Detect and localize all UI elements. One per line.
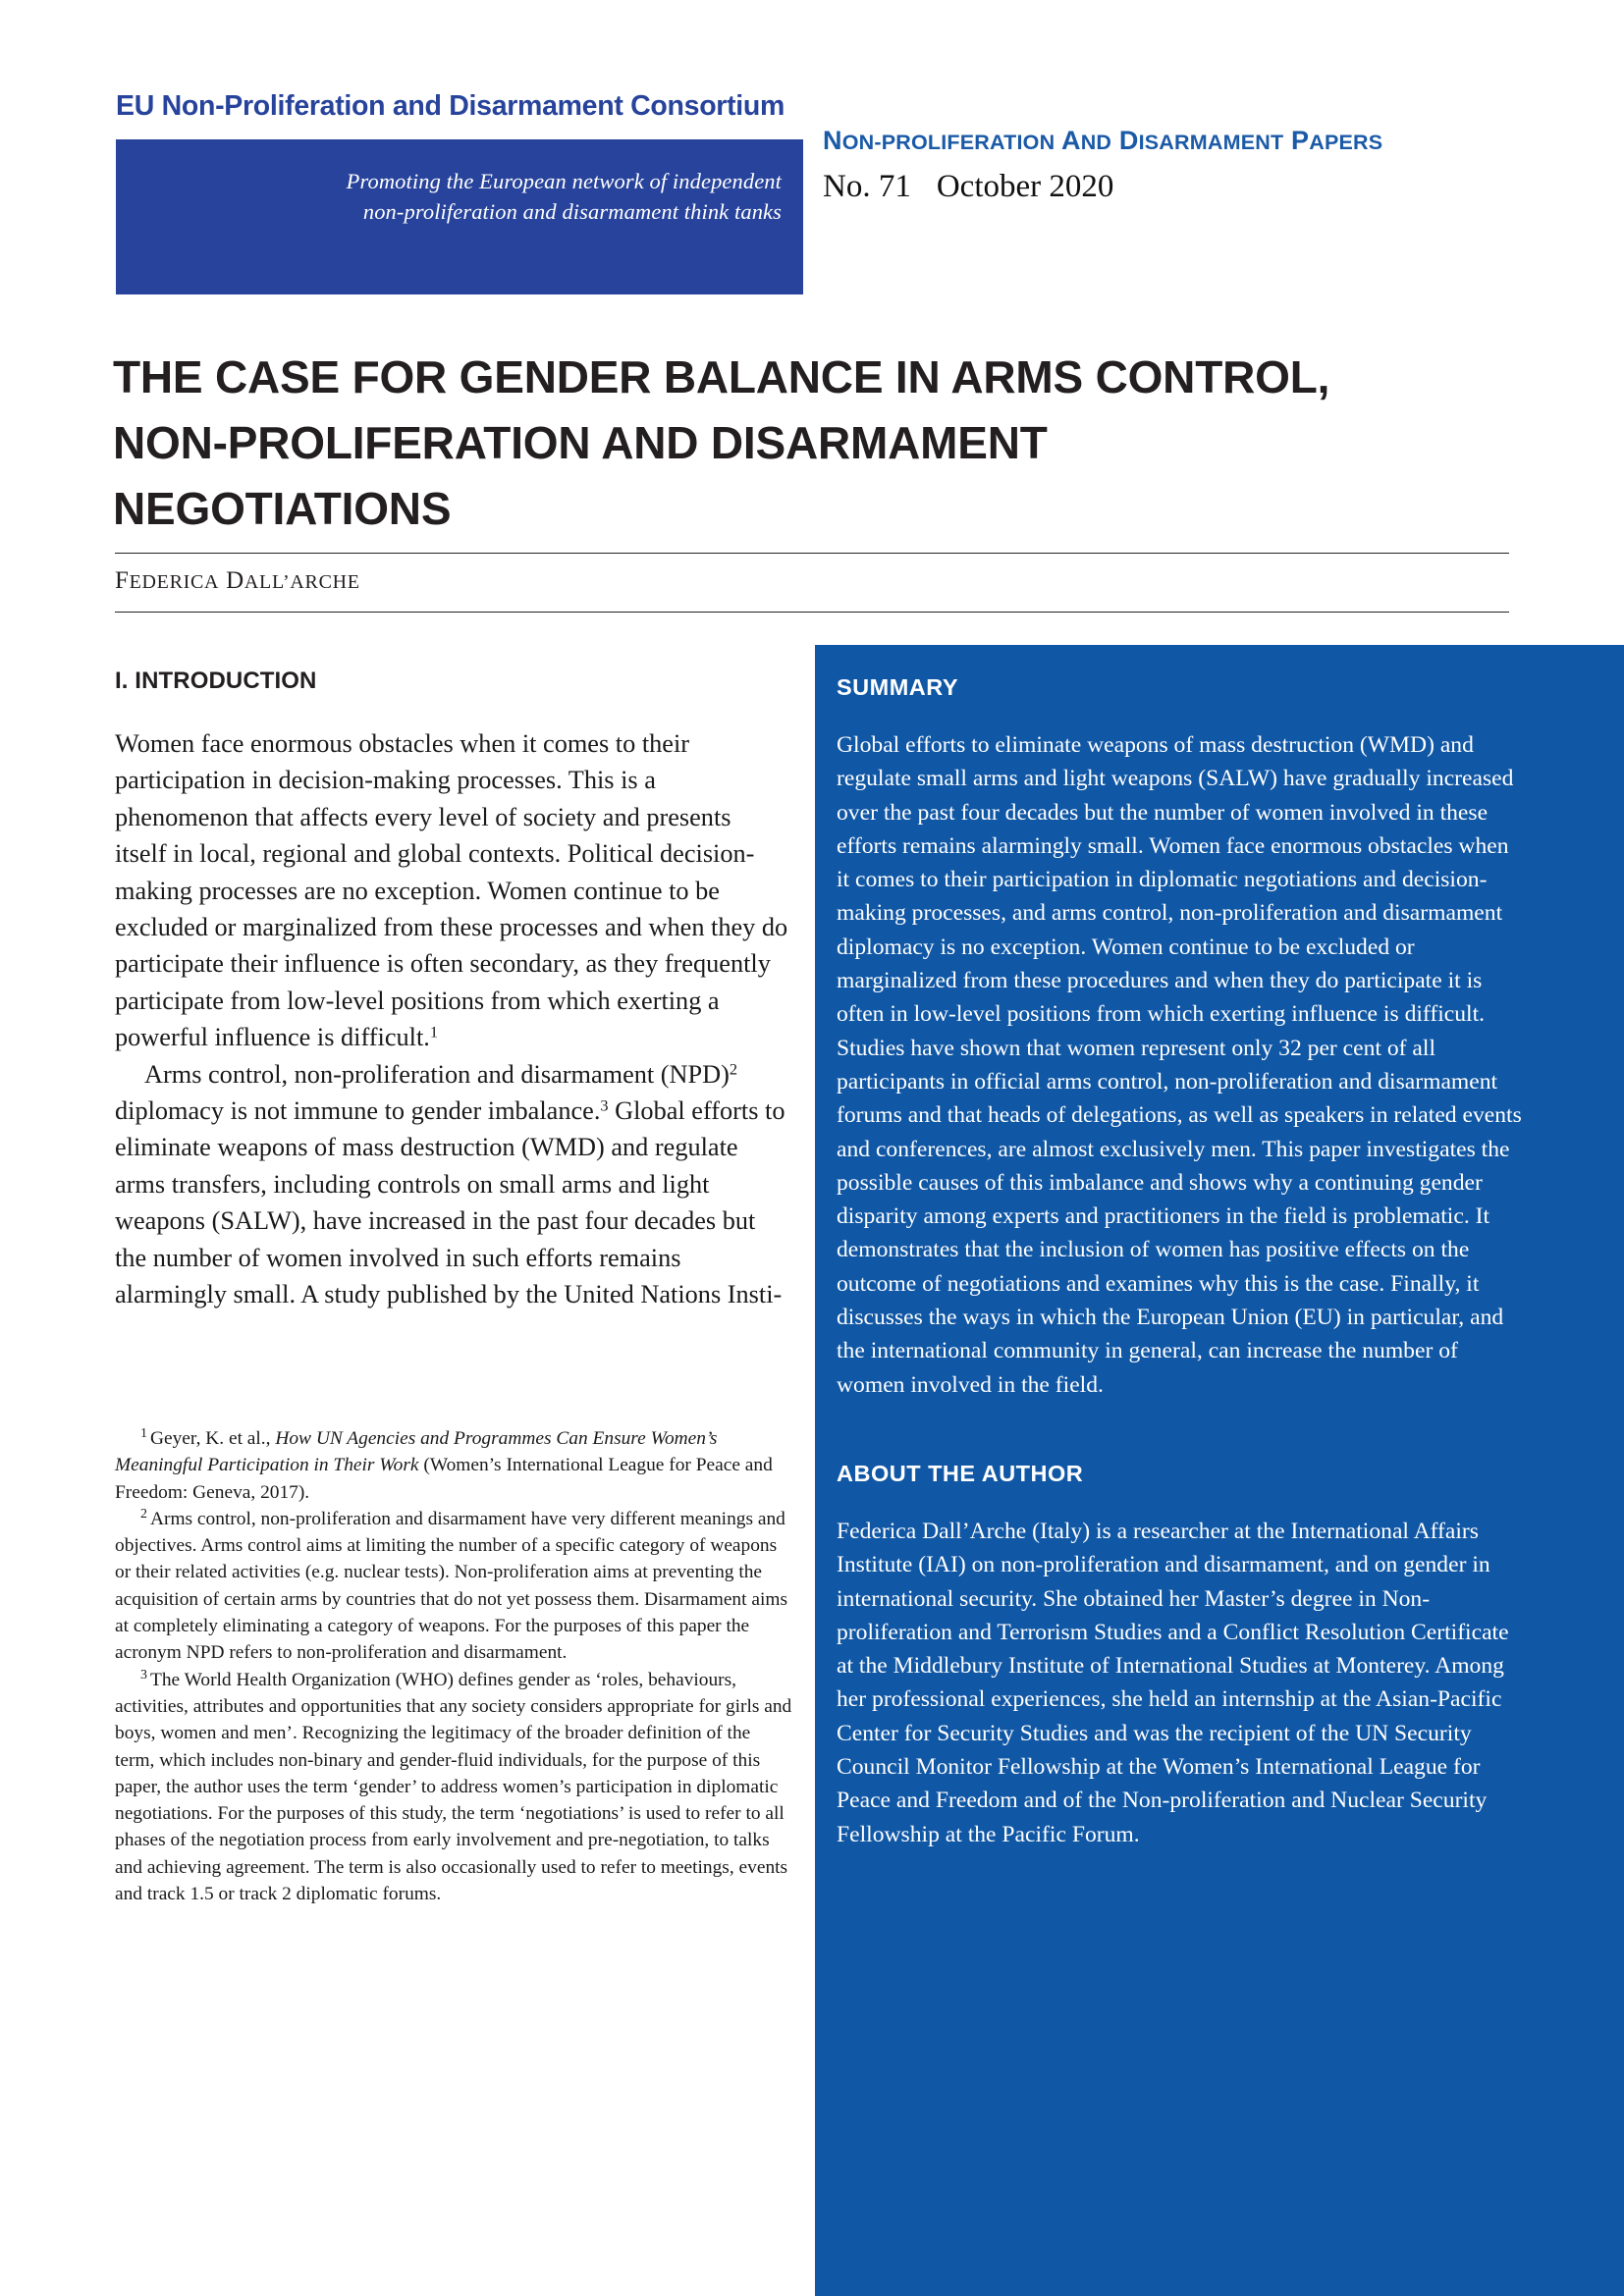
- intro-paragraph-2-text-c: Global efforts to eliminate weapons of mass destruction (WMD) and regulate arms transfers, including controls on small arms and light weapons (SALW), have increased in the past four decades but the number of women involved in such efforts remains alarmingly small. A study published by the United Nations Insti-: [115, 1096, 785, 1309]
- section-heading-introduction: I. INTRODUCTION: [115, 667, 317, 694]
- footnote-text-pre: Arms control, non-proliferation and disarmament have very different meanings and objectives. Arms control aims at limiting the number of a specific category of weapons or their related activities (e.g. nuclear tests). Non-proliferation aims at preventing the acquisition of certain arms by countries that do not yet possess them. Disarmament aims at completely eliminating a category of weapons. For the purposes of this paper the acronym NPD refers to non-proliferation and disarmament.: [115, 1508, 787, 1664]
- footnote-text-pre: The World Health Organization (WHO) defines gender as ‘roles, behaviours, activities, attributes and opportunities that any society considers appropriate for girls and boys, women and men’. Recognizing the legitimacy of the broader definition of the term, which includes non-binary and gender-fluid individuals, for the purpose of this paper, the author uses the term ‘gender’ to address women’s participation in diplomatic negotiations. For the purposes of this study, the term ‘negotiations’ is used to refer to all phases of the negotiation process from early involvement and pre-negotiation, to talks and achieving agreement. The term is also occasionally used to refer to meetings, events and track 1.5 or track 2 diplomatic forums.: [115, 1669, 792, 1905]
- footnote-text-post: (Women’s International League for Peace and Freedom: Geneva, 2017).: [115, 1455, 773, 1503]
- issue-number: No. 71: [823, 169, 911, 204]
- footnote-text-italic: How UN Agencies and Programmes Can Ensure Women’s Meaningful Participation in Their Work: [115, 1428, 718, 1476]
- summary-text: Global efforts to eliminate weapons of mass destruction (WMD) and regulate small arms and light weapons (SALW) have gradually increased over the past four decades but the number of women involved in these efforts remains alarmingly small. Women face enormous obstacles when it comes to their participation in diplomatic negotiations and decision-making processes, and arms control, non-proliferation and disarmament diplomacy is no exception. Women continue to be excluded or marginalized from these procedures and when they do participate it is often in low-level positions from which exerting influence is difficult. Studies have shown that women represent only 32 per cent of all participants in official arms control, non-proliferation and disarmament forums and that heads of delegations, as well as speakers in related events and conferences, are almost exclusively men. This paper investigates the possible causes of this imbalance and shows why a continuing gender disparity among experts and practitioners in the field is problematic. It demonstrates that the inclusion of women has positive effects on the outcome of negotiations and examines why this is the case. Finally, it discusses the ways in which the European Union (EU) in particular, and the international community in general, can increase the number of women involved in the field.: [837, 732, 1522, 1398]
- footnote-item: [115, 1506, 792, 1667]
- tagline-line-2: non-proliferation and disarmament think tanks: [362, 199, 782, 224]
- issue-date: October 2020: [936, 169, 1114, 204]
- tagline: [347, 166, 782, 227]
- intro-paragraph-2-text-b: diplomacy is not immune to gender imbalance.: [115, 1096, 601, 1126]
- footnote-ref-3[interactable]: 3: [600, 1095, 609, 1115]
- footnote-marker: 1: [140, 1426, 147, 1442]
- footnote-text-pre: Geyer, K. et al.,: [149, 1428, 276, 1449]
- sidebar-heading-summary: SUMMARY: [837, 674, 959, 700]
- tagline-line-1: Promoting the European network of independent: [346, 169, 782, 193]
- footnote-marker: 3: [140, 1667, 147, 1682]
- sidebar-content: [837, 674, 1524, 1851]
- author-rule-bottom: [115, 612, 1509, 613]
- footnote-item: [115, 1425, 792, 1506]
- issue-line: [823, 169, 1113, 205]
- footnote-marker: 2: [140, 1506, 147, 1522]
- footnote-item: [115, 1667, 792, 1908]
- series-title-text: NON-PROLIFERATION AND DISARMAMENT PAPERS: [823, 126, 1383, 155]
- sidebar-heading-about-the-author: ABOUT THE AUTHOR: [837, 1460, 1084, 1486]
- footnote-ref-1[interactable]: 1: [429, 1022, 438, 1041]
- consortium-name: EU Non-Proliferation and Disarmament Consortium: [116, 90, 785, 122]
- intro-paragraph-2: [115, 1056, 788, 1313]
- author-rule-top: [115, 553, 1509, 554]
- series-title: [823, 126, 1382, 156]
- author-name: FEDERICA DALL’ARCHE: [115, 567, 360, 594]
- masthead: [0, 0, 1624, 294]
- intro-paragraph-1: [115, 725, 788, 1056]
- main-column: [115, 667, 788, 1313]
- intro-paragraph-2-text-a: Arms control, non-proliferation and disarmament (NPD): [144, 1059, 730, 1089]
- sidebar-spacer: [837, 1402, 1524, 1461]
- footnote-list: [115, 1425, 792, 1907]
- sidebar-panel: [815, 645, 1624, 2296]
- tagline-banner: [116, 139, 803, 294]
- page-title: THE CASE FOR GENDER BALANCE IN ARMS CONTROL, NON-PROLIFERATION AND DISARMAMENT NEGOTIATIONS: [113, 350, 1330, 534]
- footnote-ref-2[interactable]: 2: [729, 1059, 738, 1079]
- intro-paragraph-1-text: Women face enormous obstacles when it comes to their participation in decision-making processes. This is a phenomenon that affects every level of society and presents itself in local, regional and global contexts. Political decision-making processes are no exception. Women continue to be excluded or marginalized from these processes and when they do participate their influence is often secondary, as they frequently participate from low-level positions from which exerting a powerful influence is difficult.: [115, 729, 788, 1052]
- about-author-text: Federica Dall’Arche (Italy) is a researcher at the International Affairs Institute (IAI) on non-proliferation and disarmament, and on gender in international security. She obtained her Master’s degree in Non-proliferation and Terrorism Studies and a Conflict Resolution Certificate at the Middlebury Institute of International Studies at Monterey. Among her professional experiences, she held an internship at the Asian-Pacific Center for Security Studies and was the recipient of the UN Security Council Monitor Fellowship at the Women’s International League for Peace and Freedom and of the Non-proliferation and Nuclear Security Fellowship at the Pacific Forum.: [837, 1518, 1509, 1847]
